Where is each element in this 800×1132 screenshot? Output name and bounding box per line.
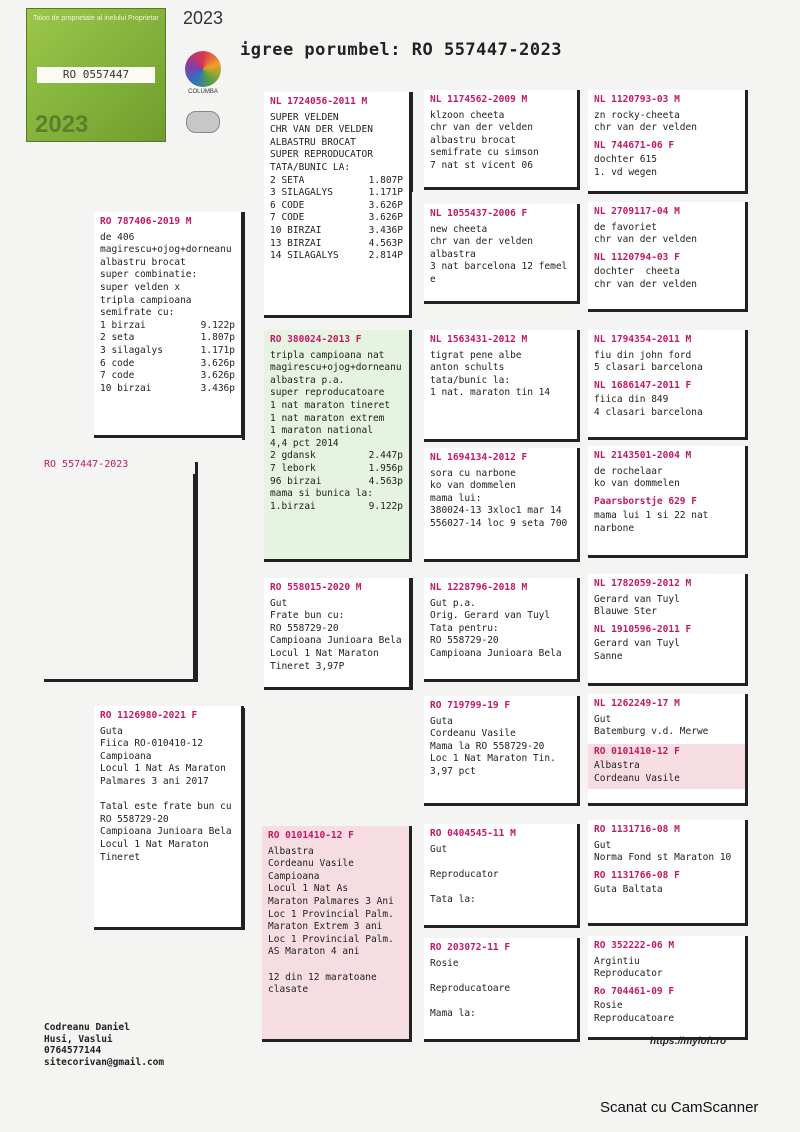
myloft-link[interactable]: https://myloft.ro: [650, 1036, 727, 1047]
text-line: new cheeta: [430, 223, 488, 235]
text-line: de rochelaar: [594, 465, 663, 477]
text-line: e: [430, 273, 436, 285]
ggp-card-b2: [424, 448, 580, 562]
text-line: chr van der velden: [594, 278, 697, 290]
text-line: [430, 881, 571, 894]
pedigree-id: RO 0404545-11 M: [430, 828, 516, 839]
result-points: 3.436P: [368, 224, 403, 236]
text-line: RO 558729-20: [100, 813, 169, 825]
ggp-card-c1: [424, 578, 580, 682]
text-line: chr van der velden: [594, 234, 697, 246]
text-line: Guta: [100, 725, 123, 737]
text-line: SUPER VELDEN: [270, 111, 339, 123]
text-line: Campioana Junioara Bela: [270, 635, 402, 647]
text-line: ALBASTRU BROCAT: [270, 136, 356, 148]
text-line: Norma Fond st Maraton 10: [594, 852, 732, 864]
text-line: Cordeanu Vasile: [430, 728, 516, 740]
result-race: 1 birzai: [100, 319, 146, 331]
pedigree-id: NL 1782059-2012 M: [594, 578, 692, 589]
text-line: CHR VAN DER VELDEN: [270, 124, 373, 136]
text-line: [100, 789, 235, 802]
result-points: 4.563p: [368, 475, 403, 487]
text-line: super reproducatoare: [270, 387, 385, 399]
ownership-card-number: RO 0557447: [37, 67, 155, 83]
text-line: Tata la:: [430, 893, 476, 905]
pedigree-id: NL 1120794-03 F: [594, 251, 680, 263]
text-line: 1. vd wegen: [594, 166, 657, 178]
text-line: 556027-14 loc 9 seta 700: [430, 517, 568, 529]
result-points: 1.956p: [368, 462, 403, 474]
pedigree-id: RO 787406-2019 M: [100, 216, 192, 227]
ownership-card-year: 2023: [35, 111, 89, 138]
result-points: 3.626P: [368, 212, 403, 224]
result-race: 7 lebork: [270, 462, 316, 474]
text-line: Reproducatoare: [594, 1012, 675, 1024]
pedigree-id: NL 1228796-2018 M: [430, 582, 528, 593]
gggp-card-c2: [588, 694, 748, 806]
gggp-card-b1: [588, 330, 748, 440]
text-line: Tata pentru:: [430, 622, 499, 634]
result-row: [100, 345, 235, 358]
gp2-lines2: [270, 488, 403, 501]
text-line: 1 nat maraton tineret: [270, 399, 391, 411]
result-row: [270, 476, 403, 489]
pedigree-id: NL 2709117-04 M: [594, 206, 680, 217]
text-line: Gut: [594, 713, 612, 725]
pedigree-id: NL 1174562-2009 M: [430, 94, 528, 105]
text-line: SUPER REPRODUCATOR: [270, 149, 373, 161]
text-line: sitecorivan@gmail.com: [44, 1056, 165, 1068]
result-race: 3 SILAGALYS: [270, 187, 333, 199]
text-line: 0764577144: [44, 1045, 102, 1056]
text-line: 1 nat. maraton tin 14: [430, 387, 551, 399]
text-line: Cordeanu Vasile: [268, 858, 354, 870]
father-results: [100, 320, 235, 396]
text-line: Rosie: [594, 1000, 623, 1012]
text-line: Gut: [430, 843, 448, 855]
ggp-a1-lines: [430, 110, 571, 173]
result-race: 2 seta: [100, 332, 135, 344]
result-points: 1.171P: [368, 187, 403, 199]
gggp-a2-s1-lines: [594, 222, 739, 247]
columba-logo: [176, 8, 230, 148]
ggp-d2-lines: [430, 958, 571, 1021]
text-line: Batemburg v.d. Merwe: [594, 726, 709, 738]
result-points: 3.626p: [200, 357, 235, 369]
text-line: 1 nat maraton extrem: [270, 412, 385, 424]
text-line: 12 din 12 maratoane: [268, 971, 377, 983]
text-line: Locul 1 Nat Maraton: [100, 838, 209, 850]
text-line: Tineret: [100, 851, 141, 863]
pedigree-id: RO 1131716-08 M: [594, 824, 680, 835]
ownership-card-caption: Talon de proprietate al inelului Proprietar: [33, 15, 159, 22]
text-line: 7 nat st vicent 06: [430, 159, 533, 171]
gp2-results: [270, 450, 403, 488]
text-line: Mama la:: [430, 1007, 476, 1019]
text-line: Locul 1 Nat As Maraton: [100, 763, 226, 775]
text-line: Reproducatoare: [430, 982, 511, 994]
pedigree-id: RO 1131766-08 F: [594, 869, 680, 881]
result-points: 1.807p: [200, 332, 235, 344]
text-line: narbone: [594, 522, 635, 534]
text-line: 5 clasari barcelona: [594, 362, 703, 374]
grandparent-card-2: [264, 330, 412, 562]
text-line: Locul 1 Nat As: [268, 883, 349, 895]
text-line: dochter cheeta: [594, 266, 680, 278]
pedigree-id: RO 203072-11 F: [430, 942, 511, 953]
mother-lines: [100, 726, 235, 865]
text-line: Gerard van Tuyl: [594, 638, 680, 650]
gggp-c2-s2-lines: [594, 760, 739, 785]
result-points: 3.626P: [368, 199, 403, 211]
gggp-d2-s2-lines: [594, 1000, 739, 1025]
result-race: 6 code: [100, 357, 135, 369]
text-line: Maraton Extrem 3 ani: [268, 921, 383, 933]
result-points: 2.447p: [368, 450, 403, 462]
mother-card: [94, 706, 244, 930]
result-race: 3 silagalys: [100, 344, 163, 356]
result-row: [270, 250, 403, 263]
gggp-a1-s2-lines: [594, 154, 739, 179]
result-row: [270, 501, 403, 514]
text-line: dochter 615: [594, 154, 657, 166]
pedigree-id: RO 0101410-12 F: [268, 830, 354, 841]
gp1-results: [270, 175, 403, 263]
text-line: Loc 1 Nat Maraton Tin.: [430, 753, 556, 765]
text-line: Argintiu: [594, 955, 640, 967]
gggp-d1-s1-lines: [594, 840, 739, 865]
result-points: 3.626p: [200, 370, 235, 382]
gggp-c1-s1-lines: [594, 594, 739, 619]
text-line: Orig. Gerard van Tuyl: [430, 610, 551, 622]
text-line: mama lui 1 si 22 nat: [594, 510, 709, 522]
pedigree-id: RO 558015-2020 M: [270, 582, 362, 593]
ggp-card-a2: [424, 204, 580, 304]
gp1-lines: [270, 112, 403, 175]
text-line: ko van dommelen: [430, 480, 516, 492]
text-line: Frate bun cu:: [270, 610, 345, 622]
result-race: 2 SETA: [270, 174, 305, 186]
grandparent-card-1: [264, 92, 412, 318]
pedigree-id: RO 1126980-2021 F: [100, 710, 198, 721]
text-line: [268, 959, 403, 972]
ggp-c2-lines: [430, 716, 571, 779]
text-line: RO 558729-20: [430, 635, 499, 647]
result-points: 3.436p: [200, 382, 235, 394]
gggp-d1-s2-lines: [594, 884, 739, 897]
text-line: chr van der velden: [430, 122, 533, 134]
text-line: Tatal este frate bun cu: [100, 801, 232, 813]
subject-card: [44, 474, 196, 682]
father-lines: [100, 232, 235, 320]
text-line: Cordeanu Vasile: [594, 772, 680, 784]
text-line: chr van der velden: [430, 236, 533, 248]
result-race: 7 code: [100, 370, 135, 382]
grandparent-card-3: [264, 578, 412, 690]
pedigree-id: Paarsborstje 629 F: [594, 495, 697, 507]
gp2-lines: [270, 350, 403, 451]
pedigree-id: NL 1910596-2011 F: [594, 623, 692, 635]
text-line: Locul 1 Nat Maraton: [270, 647, 379, 659]
text-line: Gut: [270, 597, 288, 609]
result-row: [100, 383, 235, 396]
text-line: albastra: [430, 248, 476, 260]
text-line: semifrate cu:: [100, 307, 175, 319]
ggp-card-d1: [424, 824, 580, 928]
result-row: [270, 175, 403, 188]
text-line: anton schults: [430, 362, 505, 374]
pedigree-id: NL 1794354-2011 M: [594, 334, 692, 345]
text-line: chr van der velden: [594, 122, 697, 134]
result-race: 2 gdansk: [270, 450, 316, 462]
text-line: super combinatie:: [100, 269, 198, 281]
ggp-b1-lines: [430, 350, 571, 400]
result-race: 10 BIRZAI: [270, 224, 322, 236]
text-line: Palmares 3 ani 2017: [100, 775, 209, 787]
gggp-card-b2: [588, 446, 748, 558]
result-points: 4.563P: [368, 237, 403, 249]
result-race: 10 birzai: [100, 382, 152, 394]
text-line: Rosie: [430, 957, 459, 969]
gp3-lines: [270, 598, 403, 674]
text-line: Reproducator: [594, 968, 663, 980]
text-line: AS Maraton 4 ani: [268, 946, 360, 958]
gggp-card-c1: [588, 574, 748, 686]
scanner-watermark: Scanat cu CamScanner: [600, 1099, 759, 1116]
pedigree-id: RO 380024-2013 F: [270, 334, 362, 345]
result-row: [270, 200, 403, 213]
pedigree-id: RO 0101410-12 F: [594, 745, 680, 757]
result-row: [100, 358, 235, 371]
father-card: [94, 212, 244, 438]
text-line: tripla campioana: [100, 294, 192, 306]
text-line: fiu din john ford: [594, 349, 692, 361]
result-points: 1.171p: [200, 344, 235, 356]
result-points: 9.122p: [368, 500, 403, 512]
text-line: mama si bunica la:: [270, 488, 373, 500]
pedigree-id: NL 1694134-2012 F: [430, 452, 528, 463]
text-line: Gut: [594, 839, 612, 851]
ggp-card-b1: [424, 330, 580, 442]
text-line: Loc 1 Provincial Palm.: [268, 908, 394, 920]
gggp-a1-s1-lines: [594, 110, 739, 135]
result-row: [270, 450, 403, 463]
result-race: 96 birzai: [270, 475, 322, 487]
text-line: Sanne: [594, 650, 623, 662]
result-row: [270, 187, 403, 200]
pedigree-id: NL 1055437-2006 F: [430, 208, 528, 219]
gggp-b2-s1-lines: [594, 466, 739, 491]
pedigree-id: NL 1563431-2012 M: [430, 334, 528, 345]
gggp-c1-s2-lines: [594, 638, 739, 663]
gggp-a2-s2-lines: [594, 266, 739, 291]
text-line: Guta Baltata: [594, 884, 663, 896]
text-line: Blauwe Ster: [594, 606, 657, 618]
gggp-card-a1: [588, 90, 748, 194]
text-line: Tineret 3,97P: [270, 660, 345, 672]
gggp-b1-s2-lines: [594, 394, 739, 419]
text-line: 4,4 pct 2014: [270, 437, 339, 449]
result-row: [100, 370, 235, 383]
result-points: 9.122p: [200, 319, 235, 331]
ownership-card: [26, 8, 166, 142]
text-line: mama lui:: [430, 492, 482, 504]
text-line: Codreanu Daniel: [44, 1022, 130, 1033]
text-line: Husi, Vaslui: [44, 1033, 113, 1045]
result-row: [270, 463, 403, 476]
text-line: 380024-13 3xloc1 mar 14: [430, 505, 562, 517]
pedigree-id: RO 719799-19 F: [430, 700, 511, 711]
text-line: 3 nat barcelona 12 femel: [430, 261, 568, 273]
gggp-d2-s1-lines: [594, 956, 739, 981]
ggp-d1-lines: [430, 844, 571, 907]
text-line: magirescu+ojog+dorneanu: [100, 244, 232, 256]
gggp-c2-s1-lines: [594, 714, 739, 739]
text-line: Loc 1 Provincial Palm.: [268, 933, 394, 945]
result-race: 1.birzai: [270, 500, 316, 512]
ggp-card-a1: [424, 90, 580, 190]
text-line: magirescu+ojog+dorneanu: [270, 362, 402, 374]
grandparent-card-4: [262, 826, 412, 1042]
text-line: Campioana: [268, 870, 320, 882]
text-line: albastra p.a.: [270, 374, 345, 386]
gggp-b1-s1-lines: [594, 350, 739, 375]
text-line: 3,97 pct: [430, 765, 476, 777]
text-line: clasate: [268, 984, 309, 996]
text-line: zn rocky-cheeta: [594, 109, 680, 121]
ggp-a2-lines: [430, 224, 571, 287]
columba-emblem-icon: [185, 51, 221, 87]
text-line: [430, 856, 571, 869]
ggp-b2-lines: [430, 468, 571, 531]
result-race: 6 CODE: [270, 199, 305, 211]
result-row: [100, 320, 235, 333]
text-line: Gerard van Tuyl: [594, 593, 680, 605]
text-line: Campioana Junioara Bela: [430, 647, 562, 659]
logo-year: 2023: [182, 8, 224, 28]
pedigree-id: NL 1262249-17 M: [594, 698, 680, 709]
gggp-card-d2: [588, 936, 748, 1040]
page-title: igree porumbel: RO 557447-2023: [240, 40, 563, 60]
pedigree-id: RO 352222-06 M: [594, 940, 675, 951]
result-points: 2.814P: [368, 250, 403, 262]
text-line: Campioana: [100, 750, 152, 762]
text-line: RO 558729-20: [270, 622, 339, 634]
subject-id: RO 557447-2023: [44, 459, 129, 470]
text-line: albastru brocat: [430, 134, 516, 146]
text-line: albastru brocat: [100, 256, 186, 268]
logo-label: COLUMBA: [188, 89, 218, 95]
ggp-card-c2: [424, 696, 580, 806]
text-line: sora cu narbone: [430, 467, 516, 479]
text-line: 1 maraton national: [270, 425, 373, 437]
text-line: Maraton Palmares 3 Ani: [268, 895, 394, 907]
text-line: semifrate cu simson: [430, 147, 539, 159]
gp2-results2: [270, 501, 403, 514]
result-row: [270, 238, 403, 251]
result-row: [100, 332, 235, 345]
gggp-card-d1: [588, 820, 748, 926]
text-line: Albastra: [594, 760, 640, 772]
text-line: tripla campioana nat: [270, 349, 385, 361]
pedigree-id: NL 2143501-2004 M: [594, 450, 692, 461]
text-line: Reproducator: [430, 868, 499, 880]
gggp-card-a2: [588, 202, 748, 312]
text-line: Gut p.a.: [430, 597, 476, 609]
text-line: Fiica RO-010410-12: [100, 738, 203, 750]
pedigree-id: NL 744671-06 F: [594, 139, 675, 151]
text-line: Albastra: [268, 845, 314, 857]
text-line: ko van dommelen: [594, 478, 680, 490]
pedigree-id: NL 1724056-2011 M: [270, 96, 368, 107]
pedigree-id: NL 1686147-2011 F: [594, 379, 692, 391]
pedigree-id: Ro 704461-09 F: [594, 985, 675, 997]
text-line: fiica din 849: [594, 394, 669, 406]
contact-block: [44, 1022, 164, 1068]
ggp-c1-lines: [430, 598, 571, 661]
text-line: tata/bunic la:: [430, 374, 511, 386]
text-line: Guta: [430, 715, 453, 727]
text-line: [430, 995, 571, 1008]
text-line: klzoon cheeta: [430, 109, 505, 121]
text-line: 4 clasari barcelona: [594, 406, 703, 418]
text-line: [430, 970, 571, 983]
ggp-card-d2: [424, 938, 580, 1042]
ring-icon: [186, 111, 220, 133]
result-race: 7 CODE: [270, 212, 305, 224]
text-line: super velden x: [100, 281, 181, 293]
text-line: de favoriet: [594, 221, 657, 233]
result-row: [270, 212, 403, 225]
result-points: 1.807P: [368, 174, 403, 186]
result-row: [270, 225, 403, 238]
result-race: 13 BIRZAI: [270, 237, 322, 249]
text-line: TATA/BUNIC LA:: [270, 161, 351, 173]
text-line: Campioana Junioara Bela: [100, 826, 232, 838]
text-line: de 406: [100, 231, 135, 243]
pedigree-id: NL 1120793-03 M: [594, 94, 680, 105]
text-line: tigrat pene albe: [430, 349, 522, 361]
gggp-b2-s2-lines: [594, 510, 739, 535]
text-line: Mama la RO 558729-20: [430, 740, 545, 752]
gp4-lines: [268, 846, 403, 997]
result-race: 14 SILAGALYS: [270, 250, 339, 262]
